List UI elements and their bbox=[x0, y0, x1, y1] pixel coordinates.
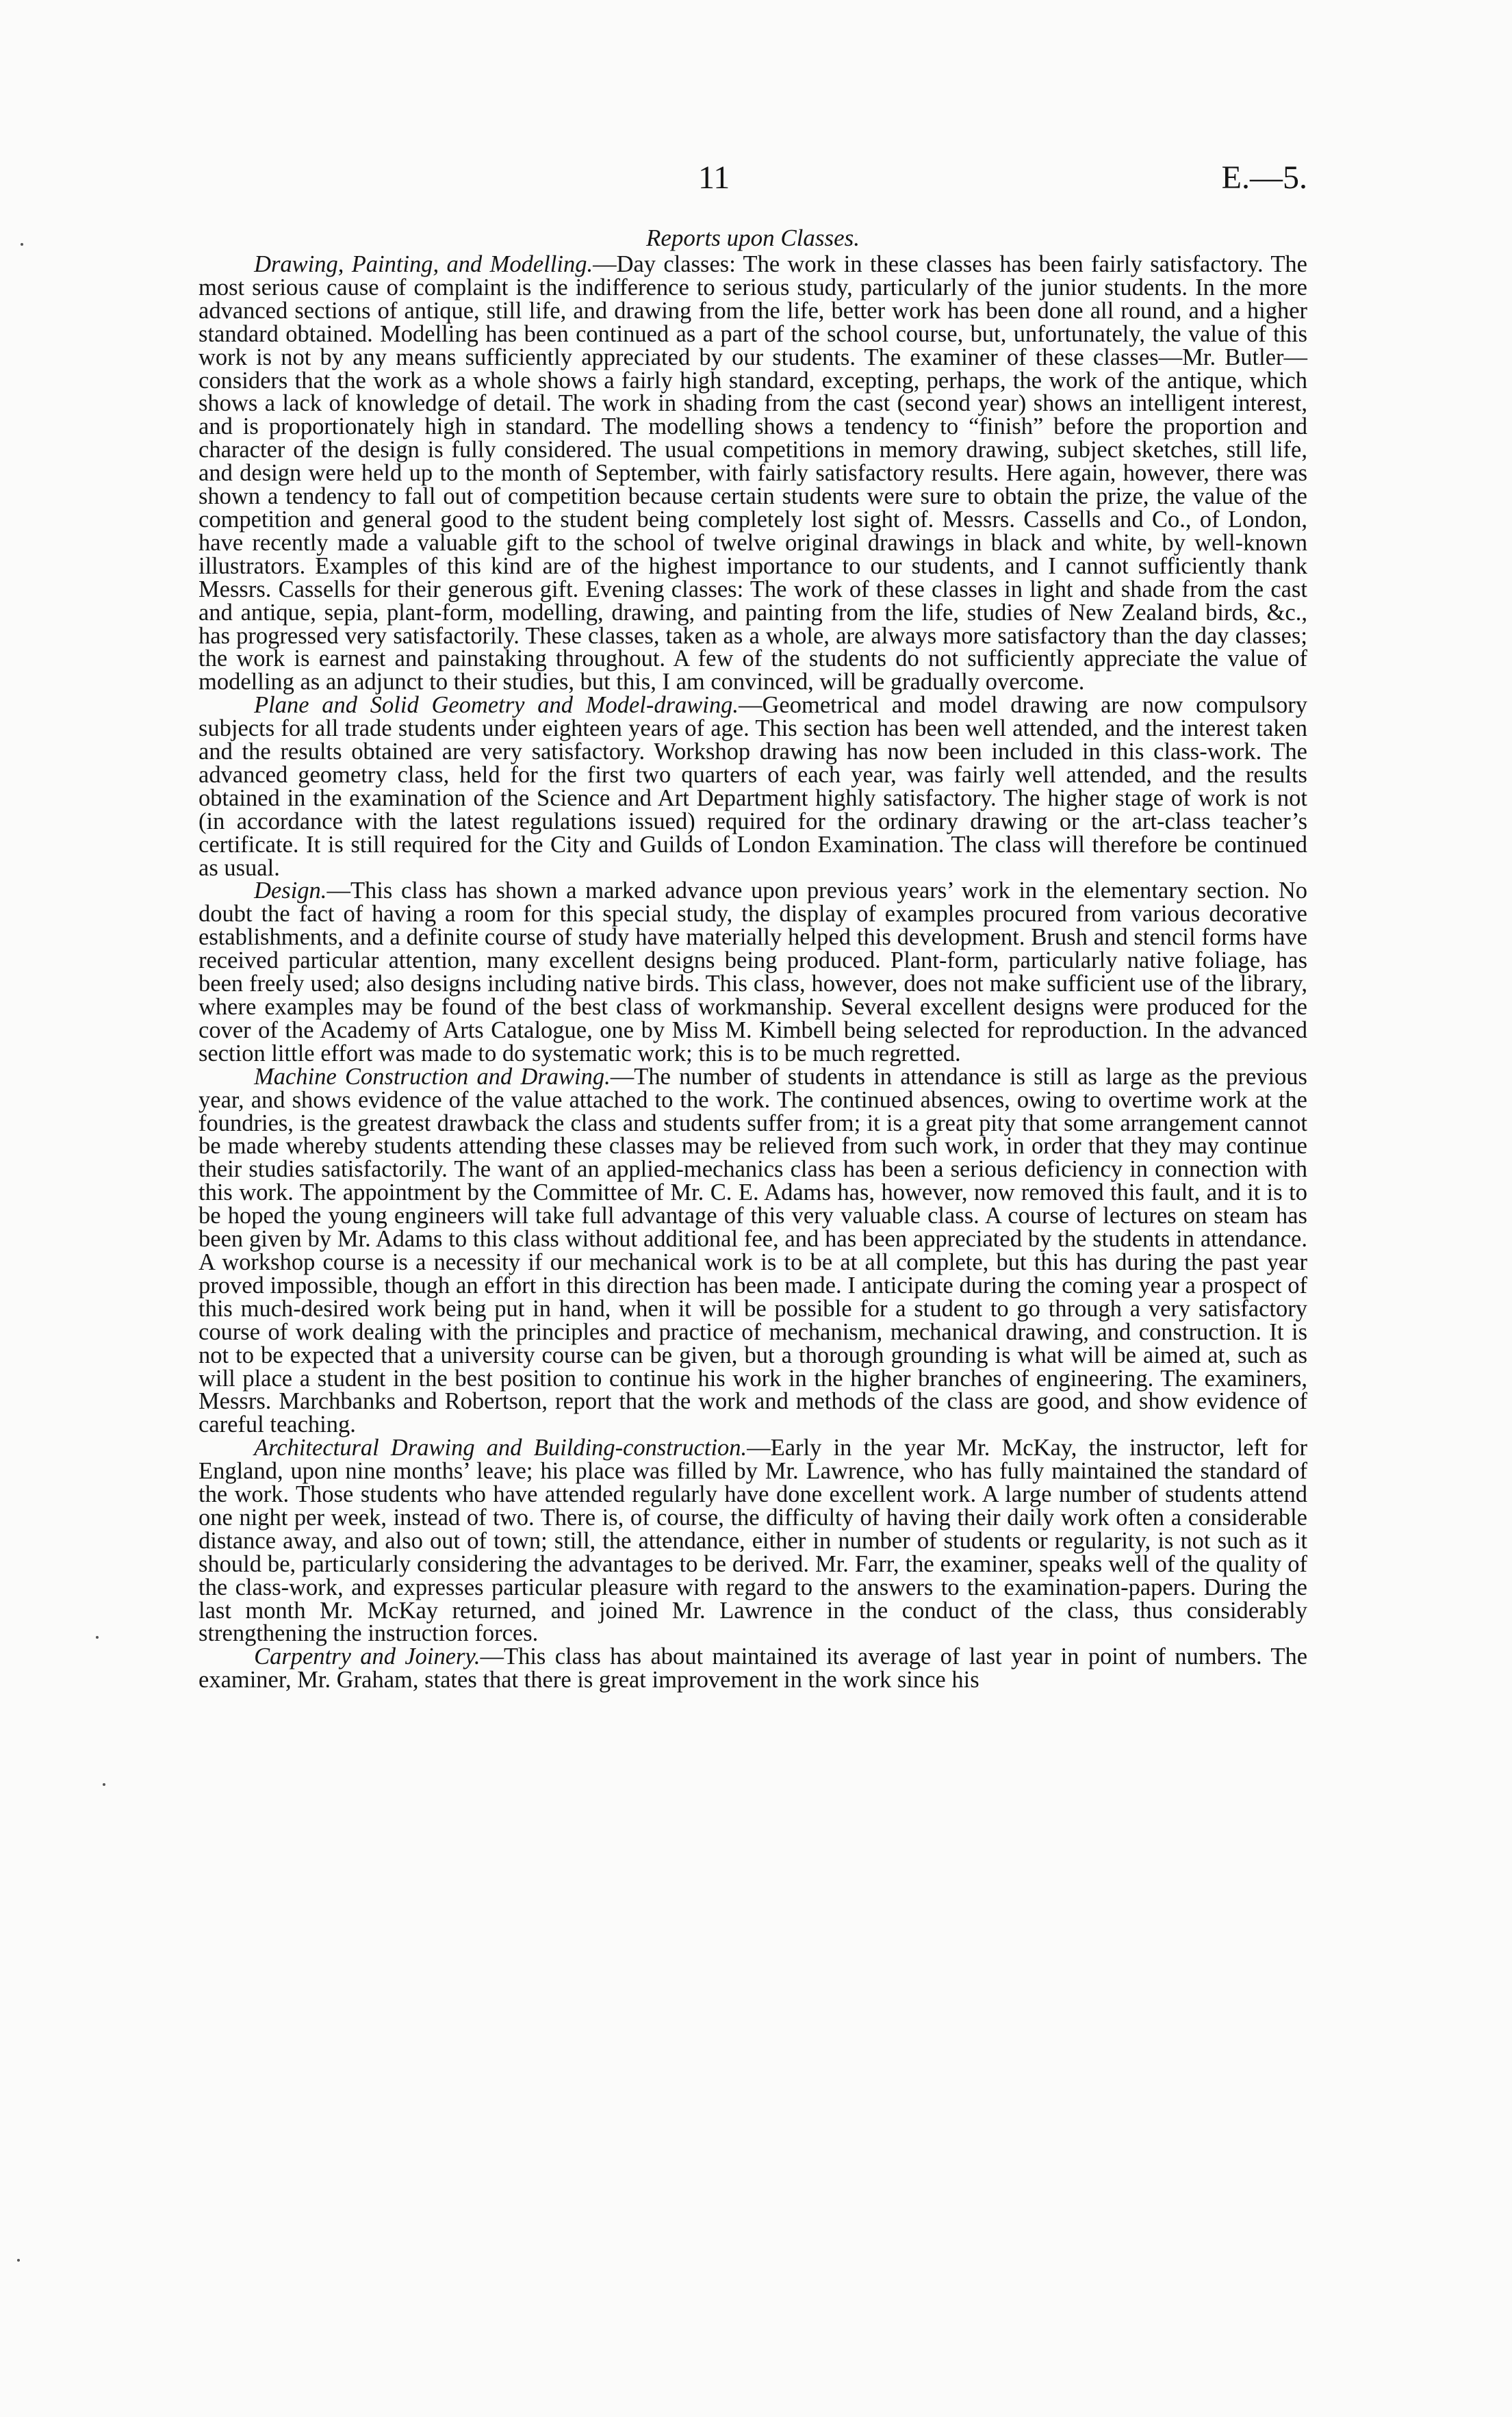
paragraph-heading: Drawing, Painting, and Modelling. bbox=[254, 251, 593, 277]
paragraph-drawing-painting-modelling bbox=[198, 253, 1307, 694]
scan-speck bbox=[96, 1636, 99, 1639]
paragraph-text: —Early in the year Mr. McKay, the instructor, left for England, upon nine months’ leave; his place was filled by Mr. Lawrence, who has fully maintained the standard of the work. Those students who have attended regularly have done excellent work. A large number of students attend one night per week, instead of two. There is, of course, the difficulty of having their daily work often a considerable distance away, and also out of town; still, the attendance, either in number of students or regularity, is not such as it should be, particularly considering the advantages to be derived. Mr. Farr, the examiner, speaks well of the quality of the class-work, and expresses particular pleasure with regard to the answers to the examination-papers. During the last month Mr. McKay returned, and joined Mr. Lawrence in the conduct of the class, thus considerably strengthening the instruction forces. bbox=[198, 1435, 1307, 1647]
paragraph-heading: Design. bbox=[254, 878, 327, 904]
paragraph-heading: Machine Construction and Drawing. bbox=[254, 1063, 611, 1090]
paragraph-machine-construction bbox=[198, 1063, 1307, 1438]
paragraph-text: —Geometrical and model drawing are now compulsory subjects for all trade students under eighteen years of age. This section has been well attended, and the interest taken and the results obtained are very satisfactory. Workshop drawing has now been included in this class-work. The advanced geometry class, held for the first two quarters of each year, was fairly well attended, and the results obtained in the examination of the Science and Art Department highly satisfactory. The higher stage of work is not (in accordance with the latest regulations issued) required for the ordinary drawing or the art-class teacher’s certificate. It is still required for the City and Guilds of London Examination. The class will therefore be continued as usual. bbox=[198, 692, 1307, 881]
section-title: Reports upon Classes. bbox=[645, 225, 860, 251]
paragraph-heading: Carpentry and Joinery. bbox=[254, 1644, 480, 1670]
document-code: E.—5. bbox=[1221, 159, 1307, 196]
paragraph-heading: Architectural Drawing and Building-construction. bbox=[254, 1435, 747, 1461]
paragraph-text: —This class has shown a marked advance upon previous years’ work in the elementary section. No doubt the fact of having a room for this special study, the display of examples procured from various decorative establishments, and a definite course of study have materially helped this development. Brush and stencil forms have received particular attention, many excellent designs being produced. Plant-form, particularly native foliage, has been freely used; also designs including native birds. This class, however, does not make sufficient use of the library, where examples may be found of the best class of workmanship. Several excellent designs were produced for the cover of the Academy of Arts Catalogue, one by Miss M. Kimbell being selected for reproduction. In the advanced section little effort was made to do systematic work; this is to be much regretted. bbox=[198, 878, 1307, 1066]
scan-speck bbox=[21, 243, 23, 246]
paragraph-geometry-model-drawing bbox=[198, 694, 1307, 880]
page-number: 11 bbox=[698, 159, 730, 196]
paragraph-text: —This class has about maintained its average of last year in point of numbers. The examiner, Mr. Graham, states that there is great improvement in the work since his bbox=[198, 1644, 1308, 1693]
paragraph-architectural-drawing bbox=[198, 1437, 1307, 1646]
paragraph-design bbox=[198, 880, 1307, 1065]
page-header bbox=[198, 157, 1307, 212]
paragraph-text: —Day classes: The work in these classes has been fairly satisfactory. The most serious cause of complaint is the indifference to serious study, particularly of the junior students. In the more advanced sections of antique, still life, and drawing from the life, better work has been done all round, and a higher standard obtained. Modelling has been continued as a part of the school course, but, unfortunately, the value of this work is not by any means sufficiently appreciated by our students. The examiner of these classes—Mr. Butler—considers that the work as a whole shows a fairly high standard, excepting, perhaps, the work of the antique, which shows a lack of knowledge of detail. The work in shading from the cast (second year) shows an intelligent interest, and is proportionately high in standard. The modelling shows a tendency to “finish” before the proportion and character of the design is fully considered. The usual competitions in memory drawing, subject sketches, still life, and design were held up to the month of September, with fairly satisfactory results. Here again, however, there was shown a tendency to fall out of competition because certain students were sure to obtain the prize, the value of the competition and general good to the student being completely lost sight of. Messrs. Cassells and Co., of London, have recently made a valuable gift to the school of twelve original drawings in black and white, by well-known illustrators. Examples of this kind are of the highest importance to our students, and I cannot sufficiently thank Messrs. Cassells for their generous gift. Evening classes: The work of these classes in light and shade from the cast and antique, sepia, plant-form, modelling, drawing, and painting from the life, studies of New Zealand birds, &c., has progressed very satisfactorily. These classes, taken as a whole, are always more satisfactory than the day classes; the work is earnest and painstaking throughout. A few of the students do not sufficiently appreciate the value of modelling as an adjunct to their studies, but this, I am convinced, will be gradually overcome. bbox=[198, 251, 1307, 695]
paragraph-text: —The number of students in attendance is still as large as the previous year, and shows evidence of the value attached to the work. The continued absences, owing to overtime work at the foundries, is the greatest drawback the class and students suffer from; it is a great pity that some arrangement cannot be made whereby students attending these classes may be relieved from such work, in order that they may continue their studies satisfactorily. The want of an applied-mechanics class has been a serious deficiency in connection with this work. The appointment by the Committee of Mr. C. E. Adams has, however, now removed this fault, and it is to be hoped the young engineers will take full advantage of this very valuable class. A course of lectures on steam has been given by Mr. Adams to this class without additional fee, and has been appreciated by the students in attendance. A workshop course is a necessity if our mechanical work is to be at all complete, but this has during the past year proved impossible, though an effort in this direction has been made. I anticipate during the coming year a prospect of this much-desired work being put in hand, when it will be possible for a student to go through a very satisfactory course of work dealing with the principles and practice of mechanism, mechanical drawing, and construction. It is not to be expected that a university course can be given, but a thorough grounding is what will be aimed at, such as will place a student in the best position to continue his work in the higher branches of engineering. The examiners, Messrs. Marchbanks and Robertson, report that the work and methods of the class are good, and show evidence of careful teaching. bbox=[198, 1063, 1307, 1438]
report-body bbox=[198, 226, 1307, 1692]
paragraph-carpentry-joinery bbox=[198, 1646, 1307, 1692]
scan-speck bbox=[17, 2259, 20, 2262]
scan-speck bbox=[103, 1783, 105, 1786]
paragraph-heading: Plane and Solid Geometry and Model-drawing. bbox=[254, 692, 739, 719]
